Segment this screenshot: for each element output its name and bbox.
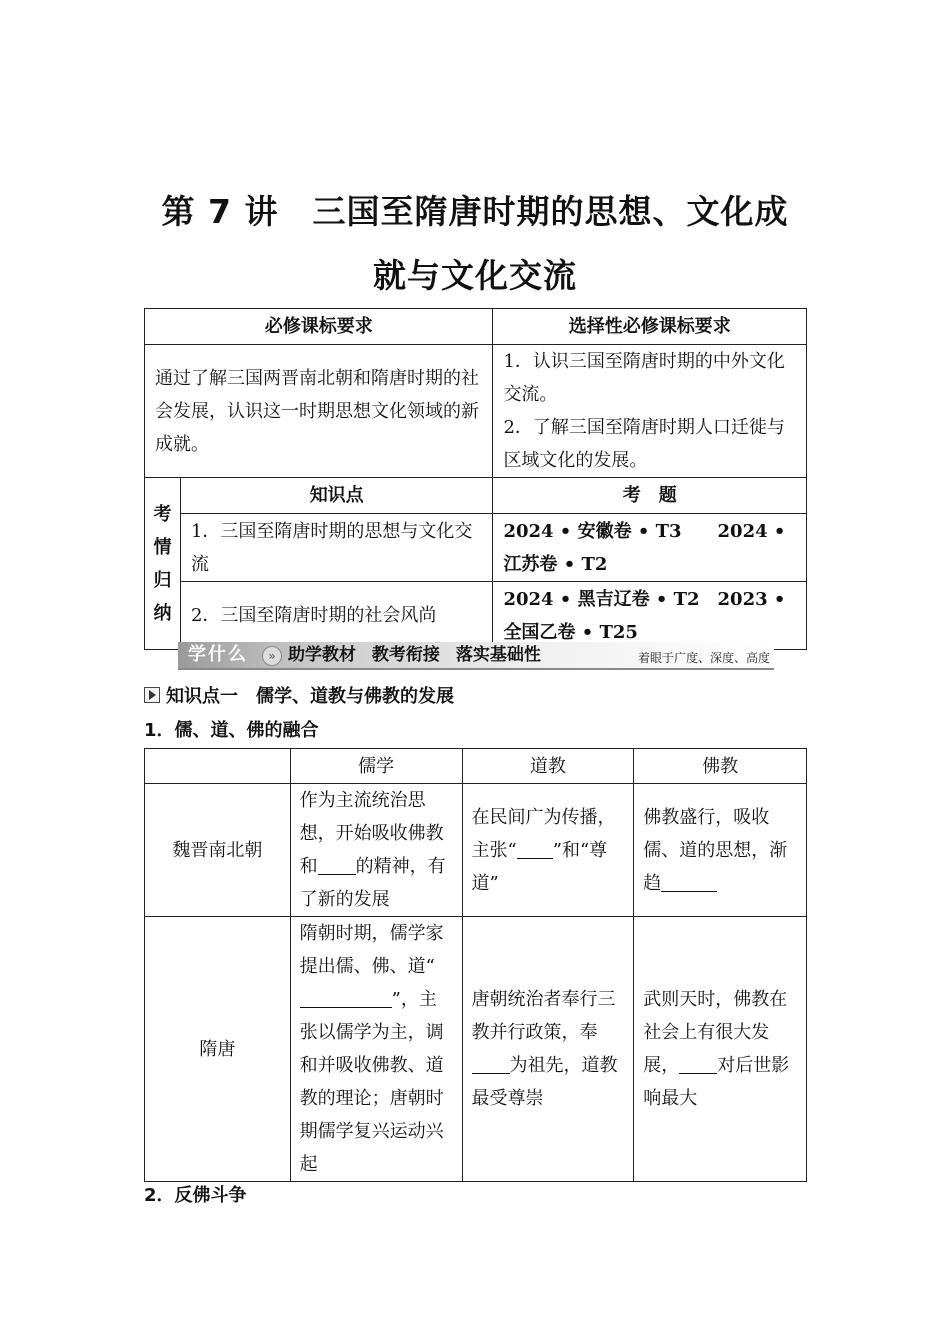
col-header-confucian: 儒学 bbox=[290, 749, 462, 784]
knowledge-header: 知识点 bbox=[180, 478, 492, 514]
fill-blank[interactable] bbox=[679, 1053, 717, 1074]
elective-header: 选择性必修课标要求 bbox=[493, 309, 807, 345]
elective-items bbox=[493, 345, 807, 478]
fill-blank[interactable] bbox=[517, 838, 553, 859]
elective-item: 1．认识三国至隋唐时期的中外文化交流。 bbox=[503, 351, 785, 405]
section-heading-1: 1．儒、道、佛的融合 bbox=[144, 720, 319, 741]
banner-learn-label: 学什么 bbox=[188, 644, 248, 665]
cell-taoism-1: 在民间广为传播，主张“ ”和“尊道” bbox=[462, 784, 634, 917]
period-sui-tang: 隋唐 bbox=[145, 917, 291, 1182]
fill-blank[interactable] bbox=[472, 1053, 510, 1074]
exam-label-char: 归 bbox=[153, 569, 172, 591]
col-header-buddhism: 佛教 bbox=[634, 749, 807, 784]
fusion-table bbox=[144, 748, 807, 1182]
play-triangle-icon bbox=[144, 687, 160, 703]
knowledge-point-heading bbox=[144, 682, 454, 708]
fill-blank[interactable] bbox=[318, 854, 356, 875]
col-header-taoism: 道教 bbox=[462, 749, 634, 784]
exam-list-2: 2024 • 黑吉辽卷 • T2 2023 • 全国乙卷 • T25 bbox=[493, 582, 807, 650]
cell-confucian-2: 隋朝时期，儒学家提出儒、佛、道“”，主张以儒学为主，调和并吸收佛教、道教的理论；唐朝时期儒学复兴运动兴起 bbox=[290, 917, 462, 1182]
cell-buddhism-2: 武则天时，佛教在社会上有很大发展， 对后世影响最大 bbox=[634, 917, 807, 1182]
knowledge-point-heading-text: 知识点一 儒学、道教与佛教的发展 bbox=[166, 686, 454, 707]
page-title-line-1: 第 7 讲 三国至隋唐时期的思想、文化成 bbox=[161, 192, 789, 231]
period-wei-jin: 魏晋南北朝 bbox=[145, 784, 291, 917]
exam-summary-label bbox=[145, 478, 181, 650]
page-title-line-2: 就与文化交流 bbox=[373, 256, 577, 295]
exam-label-char: 考 bbox=[153, 503, 172, 525]
curriculum-requirements-table bbox=[144, 308, 807, 650]
fill-blank[interactable] bbox=[661, 871, 717, 892]
fill-blank[interactable] bbox=[300, 987, 392, 1008]
cell-confucian-1: 作为主流统治思想，开始吸收佛教和 的精神，有了新的发展 bbox=[290, 784, 462, 917]
cell-taoism-2: 唐朝统治者奉行三教并行政策，奉为祖先，道教最受尊崇 bbox=[462, 917, 634, 1182]
learn-banner bbox=[178, 642, 774, 670]
exam-header: 考 题 bbox=[493, 478, 807, 514]
banner-subtitle: 助学教材 教考衔接 落实基础性 bbox=[288, 645, 541, 665]
compulsory-text: 通过了解三国两晋南北朝和隋唐时期的社会发展，认识这一时期思想文化领域的新成就。 bbox=[145, 345, 493, 478]
section-heading-2: 2．反佛斗争 bbox=[144, 1185, 247, 1206]
cell-buddhism-1: 佛教盛行，吸收儒、道的思想，渐趋 bbox=[634, 784, 807, 917]
banner-note: 着眼于广度、深度、高度 bbox=[637, 651, 770, 665]
knowledge-point-2: 2．三国至隋唐时期的社会风尚 bbox=[180, 582, 492, 650]
exam-label-char: 情 bbox=[153, 536, 172, 558]
exam-list-1: 2024 • 安徽卷 • T3 2024 • 江苏卷 • T2 bbox=[493, 514, 807, 582]
compulsory-header: 必修课标要求 bbox=[145, 309, 493, 345]
elective-item: 2．了解三国至隋唐时期人口迁徙与区域文化的发展。 bbox=[503, 417, 785, 471]
double-chevron-right-icon: » bbox=[262, 646, 282, 666]
knowledge-point-1: 1．三国至隋唐时期的思想与文化交流 bbox=[180, 514, 492, 582]
corner-cell bbox=[145, 749, 291, 784]
exam-label-char: 纳 bbox=[153, 602, 172, 624]
